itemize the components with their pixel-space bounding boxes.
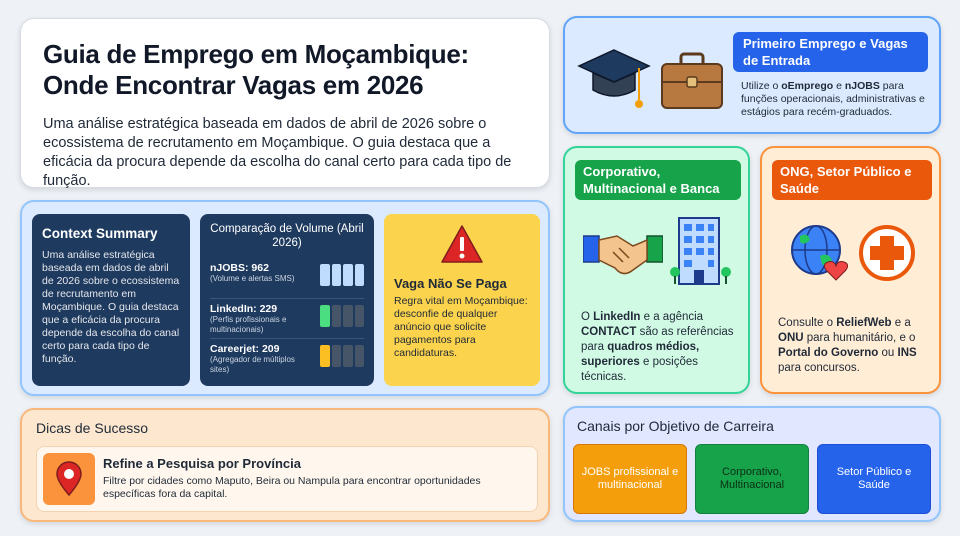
intro-text: Uma análise estratégica baseada em dados de abril de 2026 sobre o ecossistema de recrutamento em Moçambique. O guia destaca que a eficácia da procura depende da escolha do canal certo para cada tipo de função. xyxy=(43,116,512,189)
volume-row xyxy=(210,298,364,338)
channels-title: Canais por Objetivo de Carreira xyxy=(577,418,774,434)
channel-corporate: Corporativo, Multinacional xyxy=(695,444,809,514)
channels-card xyxy=(563,406,941,522)
volume-row-desc: (Volume e alertas SMS) xyxy=(210,274,295,283)
tip-item-text: Filtre por cidades como Maputo, Beira ou Nampula para encontrar oportunidades específicas fora da capital. xyxy=(103,475,481,500)
volume-bar-segment xyxy=(343,305,353,327)
warning-card xyxy=(384,214,540,386)
volume-row-desc: (Agregador de múltiplos sites) xyxy=(210,355,295,374)
volume-bar xyxy=(320,264,364,286)
channel-public-sector: Setor Público e Saúde xyxy=(817,444,931,514)
tips-card xyxy=(20,408,550,522)
location-pin-icon xyxy=(55,461,83,497)
volume-bar-segment xyxy=(343,345,353,367)
volume-row-name: nJOBS: 962 xyxy=(210,262,269,274)
first-job-text: Utilize o oEmprego e nJOBS para funções operacionais, administrativas e estágios para recém-graduados. xyxy=(741,80,925,118)
first-job-label: Primeiro Emprego e Vagas de Entrada xyxy=(733,32,928,72)
globe-heart-icon xyxy=(788,222,852,284)
volume-row-name: Careerjet: 209 xyxy=(210,343,280,355)
volume-bar-segment xyxy=(320,305,330,327)
volume-row xyxy=(210,338,364,378)
volume-bar-segment xyxy=(320,264,330,286)
title-card xyxy=(20,18,550,188)
context-summary-text: Uma análise estratégica baseada em dados de abril de 2026 sobre o ecossistema de recrutamento em Moçambique. O guia destaca que a eficácia da procura depende da escolha do canal certo para cada tipo de função. xyxy=(42,249,180,365)
ong-label: ONG, Setor Público e Saúde xyxy=(772,160,932,200)
warning-title: Vaga Não Se Paga xyxy=(394,276,507,291)
volume-row-name: LinkedIn: 229 xyxy=(210,303,278,315)
tip-item xyxy=(36,446,538,512)
context-summary-title: Context Summary xyxy=(42,226,158,241)
first-job-card xyxy=(563,16,941,134)
summary-section xyxy=(20,200,550,396)
warning-triangle-icon xyxy=(440,224,484,264)
volume-bar-segment xyxy=(355,305,365,327)
ong-text: Consulte o ReliefWeb e a ONU para humanitário, e o Portal do Governo ou INS para concursos. xyxy=(778,317,917,374)
volume-bar xyxy=(320,345,364,367)
volume-bar xyxy=(320,305,364,327)
volume-bar-segment xyxy=(355,345,365,367)
context-summary-card xyxy=(32,214,190,386)
corporate-text: O LinkedIn e a agência CONTACT são as referências para quadros médios, superiores e posições técnicas. xyxy=(581,311,734,383)
tip-item-title: Refine a Pesquisa por Província xyxy=(103,456,301,471)
volume-bar-segment xyxy=(343,264,353,286)
volume-bar-segment xyxy=(320,345,330,367)
corporate-label: Corporativo, Multinacional e Banca xyxy=(575,160,741,200)
warning-text: Regra vital em Moçambique: desconfie de qualquer anúncio que solicite pagamentos para candidaturas. xyxy=(394,295,528,359)
volume-bar-segment xyxy=(332,305,342,327)
volume-row-desc: (Perfis profissionais e multinacionais) xyxy=(210,315,287,334)
handshake-icon xyxy=(583,222,663,282)
tips-title: Dicas de Sucesso xyxy=(36,420,149,436)
page-title xyxy=(43,39,527,101)
office-building-icon xyxy=(669,214,733,288)
graduation-cap-icon xyxy=(577,44,651,120)
volume-row xyxy=(210,258,364,298)
corporate-card xyxy=(563,146,750,394)
channel-jobs: JOBS profissional e multinacional xyxy=(573,444,687,514)
briefcase-icon xyxy=(659,50,725,112)
volume-bar-segment xyxy=(332,345,342,367)
volume-bar-segment xyxy=(332,264,342,286)
title-line-1: Guia de Emprego em Moçambique: xyxy=(43,39,469,69)
volume-bar-segment xyxy=(355,264,365,286)
medical-cross-icon xyxy=(858,224,916,282)
volume-comparison-card xyxy=(200,214,374,386)
volume-title: Comparação de Volume (Abril 2026) xyxy=(210,223,364,249)
title-line-2: Onde Encontrar Vagas em 2026 xyxy=(43,70,424,100)
ong-card xyxy=(760,146,941,394)
